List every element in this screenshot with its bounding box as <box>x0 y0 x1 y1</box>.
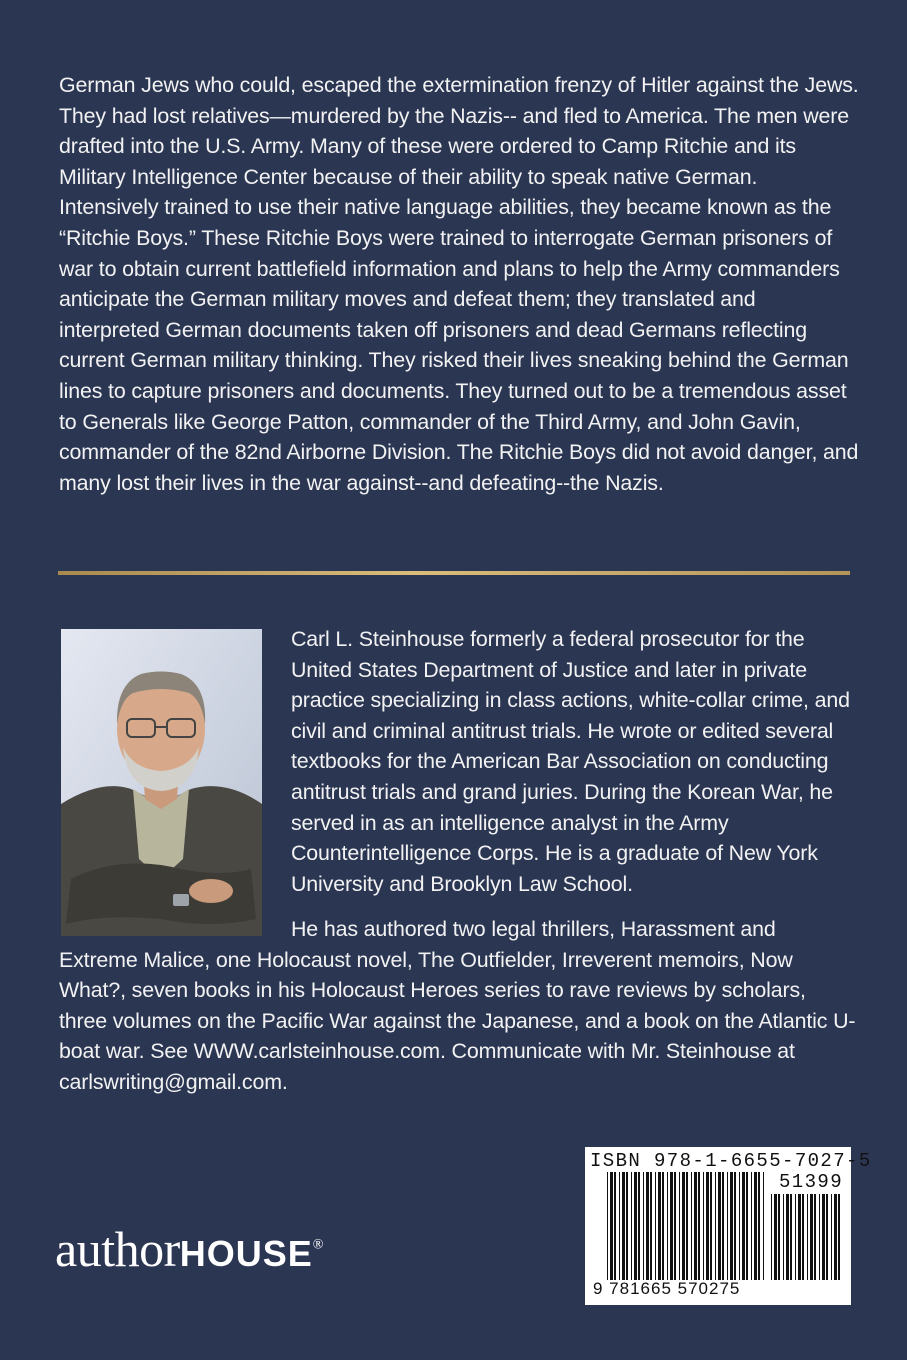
barcode-bar <box>646 1172 649 1280</box>
barcode-bar <box>722 1172 724 1280</box>
barcode-bar <box>619 1172 620 1280</box>
publisher-logo-house: HOUSE <box>179 1233 313 1274</box>
barcode-bar <box>622 1172 625 1280</box>
barcode-bar <box>790 1194 792 1280</box>
barcode-bar <box>626 1172 628 1280</box>
barcode-bar <box>694 1172 697 1280</box>
barcode-bar <box>670 1172 673 1280</box>
barcode-bar <box>739 1172 740 1280</box>
barcode-bar <box>838 1194 840 1280</box>
barcode-bar <box>655 1172 656 1280</box>
barcode-bar <box>658 1172 661 1280</box>
ean-digits: 9 781665 570275 <box>593 1279 741 1298</box>
barcode-bar <box>698 1172 700 1280</box>
barcode-bar <box>771 1194 772 1280</box>
barcode-bar <box>667 1172 668 1280</box>
barcode-bar <box>810 1194 813 1280</box>
barcode-bar <box>631 1172 632 1280</box>
barcode-bar <box>822 1194 825 1280</box>
barcode-bar <box>795 1194 796 1280</box>
barcode-bar <box>746 1172 748 1280</box>
barcode-bar <box>798 1194 801 1280</box>
publisher-logo-author: author <box>55 1221 180 1277</box>
barcode-bar <box>763 1172 764 1280</box>
barcode-bar <box>742 1172 745 1280</box>
barcode-bar <box>607 1172 608 1280</box>
barcode-bar <box>774 1194 777 1280</box>
barcode-bar <box>614 1172 616 1280</box>
barcode-bar <box>682 1172 685 1280</box>
barcode-bar <box>727 1172 728 1280</box>
addon-price-code: 51399 <box>778 1171 843 1193</box>
barcode-bar <box>703 1172 704 1280</box>
author-photo <box>61 629 262 936</box>
barcode-bar <box>778 1194 780 1280</box>
barcode-bar <box>734 1172 736 1280</box>
registered-mark: ® <box>312 1237 323 1253</box>
barcode-bar <box>706 1172 709 1280</box>
barcode-bar <box>802 1194 804 1280</box>
barcode-bar <box>754 1172 757 1280</box>
barcode-bar <box>710 1172 712 1280</box>
barcode-bar <box>715 1172 716 1280</box>
barcode-bar <box>643 1172 644 1280</box>
isbn-label: ISBN 978-1-6655-7027-5 <box>590 1150 872 1172</box>
barcode-bar <box>730 1172 733 1280</box>
barcode-bar <box>679 1172 680 1280</box>
barcode-bar <box>610 1172 613 1280</box>
isbn-barcode <box>585 1147 872 1305</box>
barcode-bar <box>674 1172 676 1280</box>
barcode-bar <box>751 1172 752 1280</box>
ean-barcode-bars <box>607 1172 767 1280</box>
back-cover-blurb: German Jews who could, escaped the extermination frenzy of Hitler against the Jews. They had lost relatives—murdered by the Nazis-- and fled to America. The men were drafted into the U.S. Army. Many of these were ordered to Camp Ritchie and its Military Intelligence Center because of their ability to speak native German. Intensively trained to use their native language abilities, they became known as the “Ritchie Boys.” These Ritchie Boys were trained to interrogate German prisoners of war to obtain current battlefield information and plans to help the Army commanders anticipate the German military moves and defeat them; they translated and interpreted German documents taken off prisoners and dead Germans reflecting current German military thinking. They risked their lives sneaking behind the German lines to capture prisoners and documents. They turned out to be a tremendous asset to Generals like George Patton, commander of the Third Army, and John Gavin, commander of the 82nd Airborne Division. The Ritchie Boys did not avoid danger, and many lost their lives in the war against--and defeating--the Nazis. <box>59 73 859 495</box>
barcode-bar <box>662 1172 664 1280</box>
barcode-bar <box>807 1194 808 1280</box>
barcode-bar <box>819 1194 820 1280</box>
barcode-bar <box>786 1194 789 1280</box>
barcode-bar <box>686 1172 688 1280</box>
barcode-bar <box>826 1194 828 1280</box>
gold-divider <box>58 571 850 575</box>
addon-barcode-bars <box>771 1194 843 1280</box>
barcode-bar <box>691 1172 692 1280</box>
barcode-bar <box>831 1194 832 1280</box>
barcode-bar <box>634 1172 637 1280</box>
publisher-logo <box>55 1220 323 1278</box>
barcode-bar <box>650 1172 652 1280</box>
barcode-bar <box>834 1194 837 1280</box>
barcode-bar <box>758 1172 760 1280</box>
barcode-bar <box>814 1194 816 1280</box>
barcode-bar <box>718 1172 721 1280</box>
barcode-bar <box>783 1194 784 1280</box>
author-bio-paragraph-1: Carl L. Steinhouse formerly a federal prosecutor for the United States Department of Justice and later in private practice specializing in class actions, white-collar crime, and civil and criminal antitrust trials. He wrote or edited several textbooks for the American Bar Association on conducting antitrust trials and grand juries. During the Korean War, he served in as an intelligence analyst in the Army Counterintelligence Corps. He is a graduate of New York University and Brooklyn Law School. <box>291 627 850 896</box>
author-bio-paragraph-2: He has authored two legal thrillers, Harassment and Extreme Malice, one Holocaust novel, The Outfielder, Irreverent memoirs, Now What?, seven books in his Holocaust Heroes series to rave reviews by scholars, three volumes on the Pacific War against the Japanese, and a book on the Atlantic U-boat war. See WWW.carlsteinhouse.com. Communicate with Mr. Steinhouse at carlswriting@gmail.com. <box>59 917 856 1094</box>
barcode-bar <box>638 1172 640 1280</box>
